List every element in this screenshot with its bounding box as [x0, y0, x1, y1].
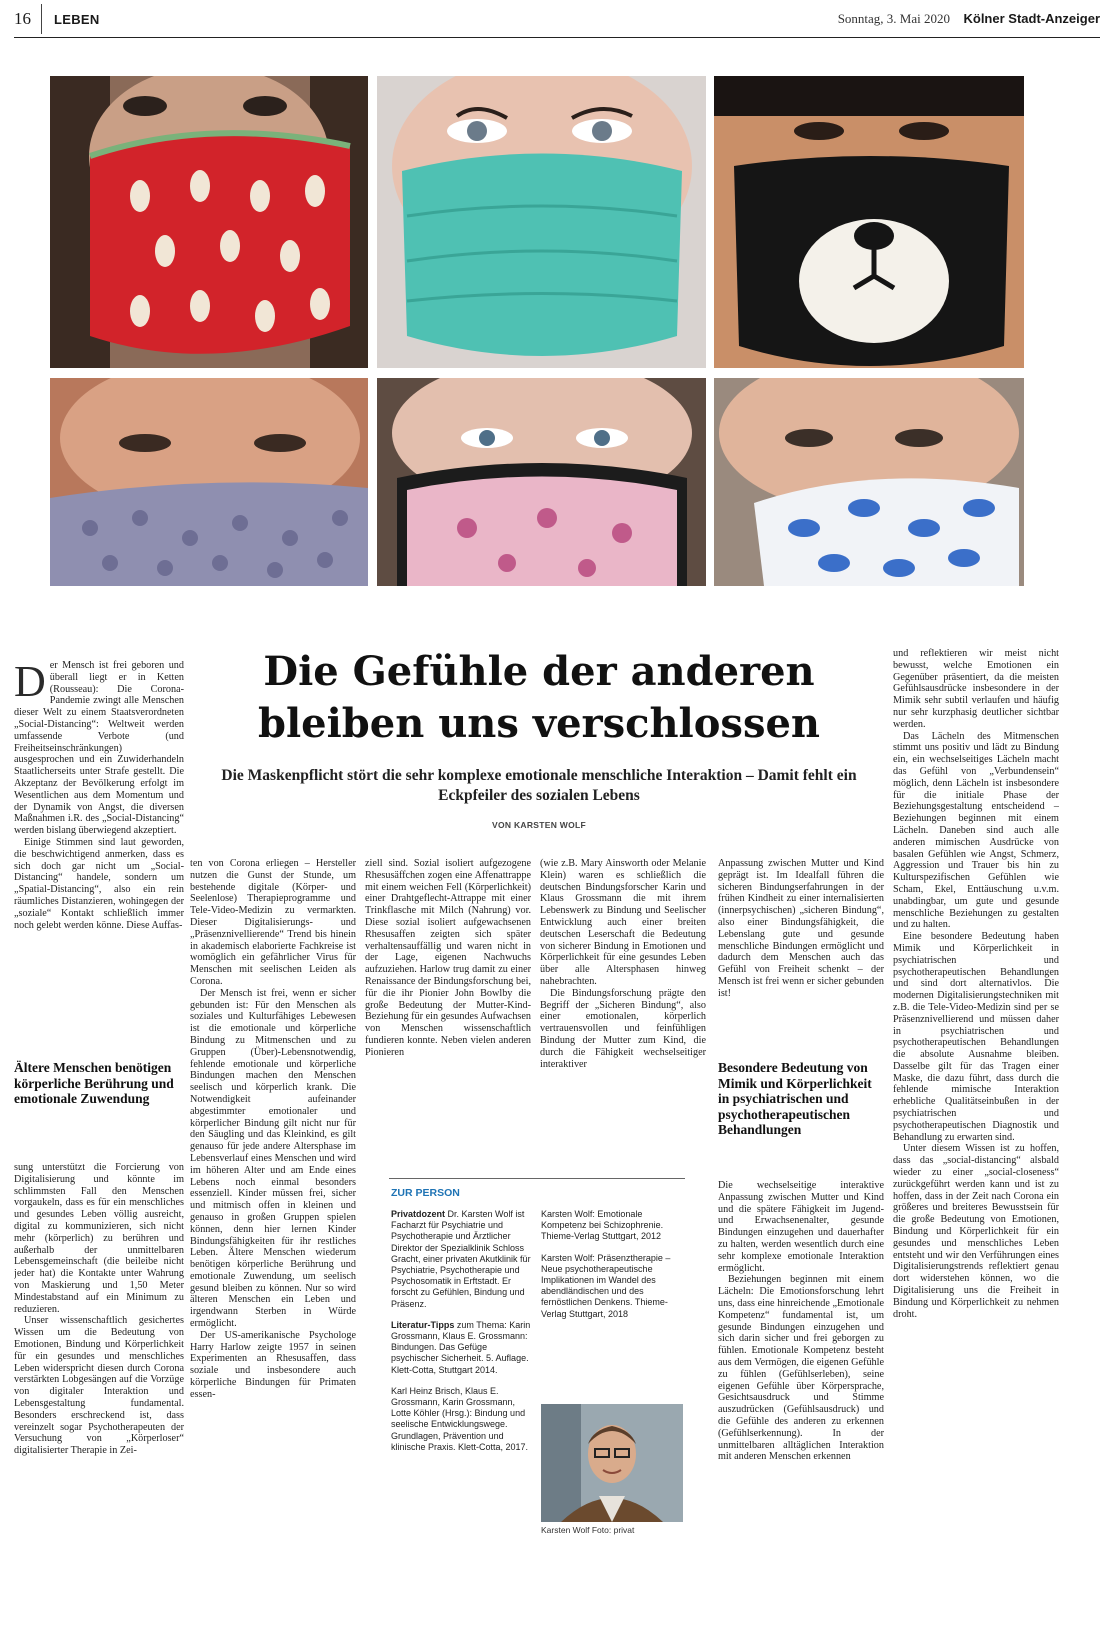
paragraph: Die wechselseitige interaktive Anpassung zwischen Mutter und Kind und die spätere Fähigkeit im Jugend- und Erwachsenenalter, gesunde Bindungen einzugehen und dauerhafter zu halten, werden wesentlich durch eine sehr komplexe emotionale Interaktion ermöglicht.: [718, 1180, 884, 1274]
subheading-elderly: Ältere Menschen benötigen körperliche Berührung und emotionale Zuwendung: [14, 1060, 174, 1106]
woman-surgical-mask-photo: [377, 76, 706, 368]
article-column-5-top: [718, 858, 884, 1054]
article-headline: Die Gefühle der anderen bleiben uns verschlossen: [257, 648, 820, 747]
woman-blue-pattern-mask-photo: [714, 378, 1024, 586]
person-box-column-left: [391, 1209, 531, 1629]
bio-label: Privatdozent: [391, 1209, 446, 1219]
page-header: [14, 0, 1100, 38]
article-column-1-bottom: [14, 1162, 184, 1630]
issue-date: Sonntag, 3. Mai 2020: [837, 11, 950, 26]
newspaper-name: Kölner Stadt-Anzeiger: [963, 11, 1100, 26]
subheading-mimik: Besondere Bedeutung von Mimik und Körperlichkeit in psychiatrischen und psychotherapeutischen Behandlungen: [718, 1060, 872, 1137]
reference: Karl Heinz Brisch, Klaus E. Grossmann, Karin Grossmann, Lotte Köhler (Hrsg.): Bindung und seelische Entwicklungswege. Grundlagen, Prävention und klinische Praxis. Klett-Cotta, 2017.: [391, 1385, 529, 1452]
article-column-5-bottom: [718, 1180, 884, 1630]
woman-red-pineapple-mask-photo: [50, 76, 368, 368]
paragraph: Der Mensch ist frei, wenn er sicher gebunden ist: Für den Menschen als soziales und Kulturfähiges Lebewesen ist die emotionale und körperliche Bindung zu Mitmenschen und zu Gruppen (Über)-Lebensnotwendig, fehlende emotionale und körperliche Bindungen machen den Menschen seelisch und körperlich krank. Die Notwendigkeit aufeinander abgestimmter emotionaler und körperlicher Bindung gilt nicht nur für den Säugling und das Kleinkind, es gilt genauso für jede andere Altersphase im Lebensverlauf eines Menschen und wird im höheren Alter und am Ende eines Lebens noch einmal besonders essenziell. Kinder müssen frei, sicher und mitmisch offen in kleinen und genauso in großen Gruppen spielen können, denn hier lernen Kinder Bindungsfähigkeiten für ihr restliches Leben. Ältere Menschen wiederum benötigen körperliche Berührung und emotionale Zuwendung, um seelisch gesund bleiben zu können. Nur so wird älteren Menschen ein Leben und irgendwann Sterben in Würde ermöglicht.: [190, 987, 356, 1330]
reference: Karsten Wolf: Emotionale Kompetenz bei Schizophrenie. Thieme-Verlag Stuttgart, 2012: [541, 1209, 664, 1242]
paragraph: Der US-amerikanische Psychologe Harry Harlow zeigte 1957 in seinen Experimenten an Rhesusaffen, dass soziale und insbesondere auch körperliche Bindungen für Primaten essen-: [190, 1329, 356, 1400]
man-bear-mask-photo: [714, 76, 1024, 368]
section-name: LEBEN: [54, 12, 100, 27]
article-subheadline: Die Maskenpflicht stört die sehr komplexe emotionale menschliche Interaktion – Damit fehlt ein Eckpfeiler des sozialen Lebens: [221, 767, 857, 804]
paragraph: Unser wissenschaftlich gesichertes Wissen um die Bedeutung von Emotionen, Bindung und Körperlichkeit für ein gesundes und menschliches Leben widerspricht diesen durch Corona verstärkten Lobgesängen auf die Vorzüge von digitaler Interaktion und Lebensgestaltung fundamental. Besonders erschreckend ist, dass vereinzelt sogar Psychotherapeuten der Versuchung von „Körperloser“ digitalisierter Therapie in Zei-: [14, 1315, 184, 1457]
tips-text: zum Thema: Karin Grossmann, Klaus E. Grossmann: Bindungen. Das Gefüge psychischer Sicherheit. 5. Auflage. Klett-Cotta, Stuttgart 2014.: [391, 1319, 531, 1375]
paragraph: (wie z.B. Mary Ainsworth oder Melanie Klein) waren es schließlich die deutschen Bindungsforscher Karin und Klaus Grossmann die mit ihrem Lebenswerk zu Bindung und Seelischer Entwicklung auch einer breiten deutschen Leserschaft die Bedeutung von sicherer Bindung in Emotionen und Körperlichkeit für eine gesundes Leben über alle Altersphasen hinweg nahebrachten.: [540, 858, 706, 987]
paragraph: sung unterstützt die Forcierung von Digitalisierung und könnte im schlimmsten Fall den Menschen vorgaukeln, dass es für ein menschliches und gesundes Leben völlig ausreicht, digital zu kommunizieren, sich nicht mehr (körperlich) zu berühren und außerhalb der unmittelbaren Lebensgemeinschaft (die beileibe nicht jeder hat) die Kontakte unter Wahrung von Maskierung und 1,50 Meter Mindestabstand auf ein Minimum zu reduzieren.: [14, 1162, 184, 1315]
article-column-1-top: [14, 660, 184, 1052]
article-column-3: [365, 858, 531, 1138]
page-number: 16: [14, 9, 31, 28]
paragraph: Einige Stimmen sind laut geworden, die beschwichtigend anmerken, dass es sich doch gar nicht um „Social-Distancing“ handele, sondern um „Spatial-Distancing“, also ein rein räumliches Distanzieren, wohingegen der „soziale“ Kontakt schließlich immer noch gelebt werden könne. Diese Auffas-: [14, 836, 184, 931]
paragraph: Anpassung zwischen Mutter und Kind geprägt ist. Im Idealfall führen die sicheren Bindungserfahrungen in der frühen Kindheit zu einer internalisierten (innerpsychischen) „sicheren Bindung“, also einer Bindungsfähigkeit, die Lebenslang gute und gesunde menschliche Bindungen ermöglicht und dadurch dem Menschen auch das Gefühl von Freiheit schenkt – der Mensch ist frei wenn er sicher gebunden ist!: [718, 858, 884, 999]
dropcap: D: [14, 660, 46, 706]
paragraph: Das Lächeln des Mitmenschen stimmt uns positiv und lädt zu Bindung ein, ein wechselseitiges Lächeln macht das Gefühl von „Verbundensein“ möglich, denn Lächeln ist insbesondere für die initiale Phase der Beziehungsgestaltung entscheidend – Beziehungen beginnen mit einem Lächeln. Daneben sind auch alle anderen mimischen Ausdrücke von basalen Gefühlen wie Angst, Schmerz, Aggression und Trauer bis hin zu Kulturspezifischen Gefühlen wie Scham, Ekel, Enttäuschung u.v.m. unabdingbar, um gute und gesunde menschliche Beziehungen zu gestalten und zu halten.: [893, 730, 1059, 931]
paragraph: Unter diesem Wissen ist zu hoffen, dass das „social-distancing“ alsbald wieder zu einer „social-closeness“ zurückgeführt werden kann und ist zu hoffen, dass in der Zeit nach Corona ein größeres und breiteres Bewusstsein für die große Bedeutung von Emotionen, Bindung und Körperlichkeit für ein gesundes und menschliches Leben entsteht und wir den Verführungen eines Digitalisierungstrends reflektiert genau dort widerstehen können, wo die Digitalisierung uns die Freiheit in Bindung und Körperlichkeit zu nehmen droht.: [893, 1143, 1059, 1320]
paragraph: er Mensch ist frei geboren und überall liegt er in Ketten (Rousseau): Die Corona-Pandemie zwingt alle Menschen dieser Welt zu einem Staatsverordneten „Social-Distancing“: Weltweit werden umfassende Verbote (und Freiheitseinschränkungen) ausgesprochen und ein Zuwiderhandeln Staatlicherseits unter Strafe gestellt. Die Akzeptanz der Bevölkerung erfolgt im Wesentlichen aus dem Momentum und der Dynamik von Angst, die diversen Maßnahmen i.R. des „Social-Distancing“ werden bislang überwiegend akzeptiert.: [14, 660, 184, 837]
tips-label: Literatur-Tipps: [391, 1319, 455, 1330]
article-column-2: [190, 858, 356, 1630]
article-byline: VON KARSTEN WOLF: [491, 820, 587, 830]
person-box-title: ZUR PERSON: [391, 1187, 460, 1199]
woman-pink-cartoon-mask-photo: [377, 378, 706, 586]
paragraph: ziell sind. Sozial isoliert aufgezogene Rhesusäffchen zogen eine Affenattrappe mit einem weichen Fell (Körperlichkeit) einer Drahtgeflecht-Attrappe mit einer Trinkflasche mit Milch (Nahrung) vor. Diese sozial isoliert aufgewachsenen Rhesusaffen zeigten sich später verhaltensauffällig und waren nicht in der Lage, eigenen Nachwuchs aufzuziehen. Harlow trug damit zu einer Renaissance der Bindungsforschung bei, für die ihr Pionier John Bowlby die große Bedeutung der Mutter-Kind-Beziehung für ein gesundes Aufwachsen von Menschen wissenschaftlich fundieren konnte. Neben vielen anderen Pionieren: [365, 858, 531, 1058]
person-info-box: [389, 1178, 685, 1630]
person-box-column-right: [541, 1209, 683, 1399]
author-portrait-photo: [541, 1404, 683, 1522]
bio-text: Dr. Karsten Wolf ist Facharzt für Psychiatrie und Psychotherapie und Ärztlicher Direktor der Spezialklinik Schloss Gracht, einer privaten Akutklinik für Psychiatrie, Psychotherapie und Psychosomatik in Erftstadt. Er forscht zu Gefühlen, Bindung und Präsenz.: [391, 1209, 531, 1309]
paragraph: Eine besondere Bedeutung haben Mimik und Körperlichkeit in psychiatrischen und psychotherapeutischen Behandlungen und sind dort alternativlos. Die modernen Digitalisierungstechniken mit z.B. die Tele-Video-Medizin sind per se Präsenznivellierend und müssen daher in psychiatrischen und psychotherapeutischen Behandlungen die absolute Ausnahme bleiben. Dasselbe gilt für das Tragen einer Maske, die dazu führt, dass durch die fehlende mimische Interaktion erhebliche Qualitätseinbußen in der psychiatrischen und psychotherapeutischen Diagnostik und Behandlung zu erwarten sind.: [893, 931, 1059, 1143]
woman-paisley-mask-photo: [50, 378, 368, 586]
paragraph: ten von Corona erliegen – Hersteller nutzen die Gunst der Stunde, um bestehende digitale (Körper- und Seelenlose) Therapieprogramme und Tele-Video-Medizin zu vermarkten. Dieser Digitalisierungs- und „Präsenznivellierende“ Trend bis hinein in akademisch elaborierte Fachkreise ist womöglich ein gefährlicher Virus für Menschen mit seelischen Leiden als Corona.: [190, 858, 356, 987]
article-column-6: [893, 648, 1059, 1630]
paragraph: Beziehungen beginnen mit einem Lächeln: Die Emotionsforschung lehrt uns, dass eine hinreichende „Emotionale Kompetenz“ fundamental ist, um gesunde Bindungen einzugehen und sich darin sicher und frei geborgen zu fühlen. Emotionale Kompetenz besteht aus dem Vermögen, die eigenen Gefühle zu fühlen (Gefühlserleben), seine eigenen Gefühle über Körpersprache, Gesichtsausdruck und Stimme auszudrücken (Gefühlsausdruck) und die Gefühle des anderen zu erkennen (Gefühlserkennung). In der unmittelbaren alltäglichen Interaktion mit anderen Menschen erkennen: [718, 1274, 884, 1463]
reference: Karsten Wolf: Präsenztherapie – Neue psychotherapeutische Implikationen im Wandel des abendländischen und des fernöstlichen Denkens. Thieme-Verlag Stuttgart, 2018: [541, 1252, 671, 1319]
paragraph: Die Bindungsforschung prägte den Begriff der „Sicheren Bindung“, also einer emotionalen, körperlich vertrauensvollen und feinfühligen Bindung der Mutter zum Kind, die durch die Fähigkeit wechselseitiger interaktiver: [540, 987, 706, 1070]
article-column-4: [540, 858, 706, 1138]
header-divider: [41, 4, 42, 34]
paragraph: und reflektieren wir meist nicht bewusst, welche Emotionen ein Gegenüber präsentiert, da die meisten Gefühlsausdrücke insbesondere in der Mimik sehr subtil verlaufen und häufig nur sehr kurzphasig deutlicher sichtbar werden.: [893, 648, 1059, 730]
portrait-caption: Karsten Wolf Foto: privat: [541, 1525, 635, 1535]
